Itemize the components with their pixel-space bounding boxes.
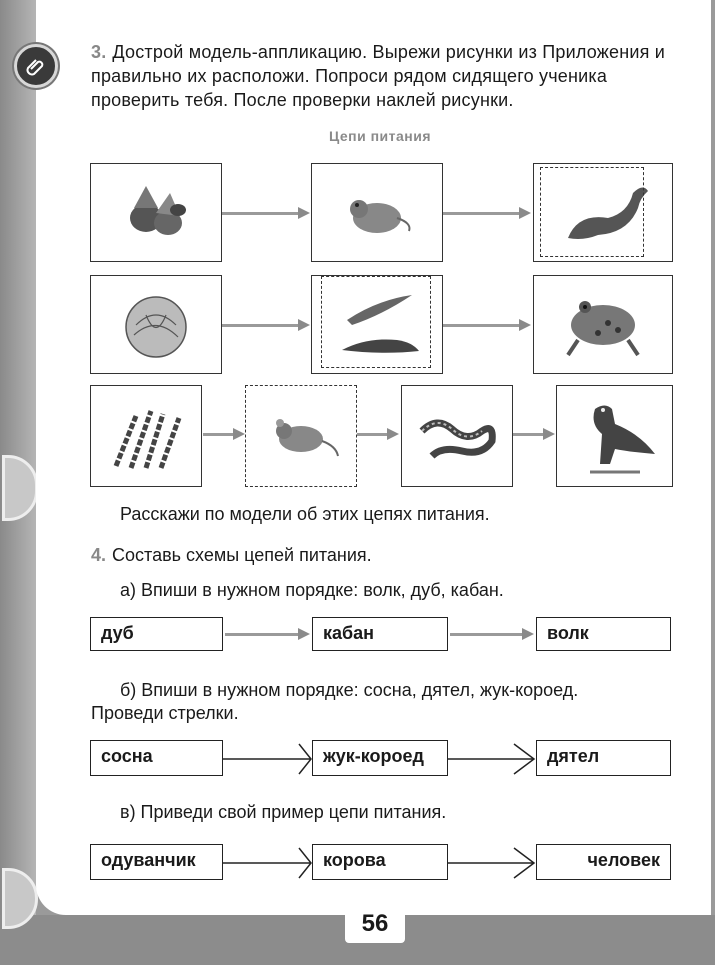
task4b-box-2[interactable]: жук-короед	[312, 740, 448, 776]
task4c-box-1[interactable]: одуванчик	[90, 844, 223, 880]
chain3-box-4	[556, 385, 673, 487]
diagram-title: Цепи питания	[328, 128, 432, 144]
task4a-box-3[interactable]: волк	[536, 617, 671, 651]
snake-icon	[412, 401, 502, 471]
chain3-box-2	[245, 385, 357, 487]
chain1-box-1	[90, 163, 222, 262]
task3-retell: Расскажи по модели об этих цепях питания.	[120, 504, 490, 524]
cut-out-frame	[540, 167, 644, 257]
arrow-head	[298, 319, 310, 331]
arrow	[203, 433, 235, 436]
hand-drawn-arrow	[223, 844, 315, 880]
arrow-head	[298, 207, 310, 219]
arrow	[222, 324, 300, 327]
arrow	[443, 212, 521, 215]
task4a-prompt: а) Впиши в нужном порядке: волк, дуб, кабан.	[120, 580, 504, 600]
arrow-head	[522, 628, 534, 640]
task4a-box-2[interactable]: кабан	[312, 617, 448, 651]
task4c-box-3[interactable]: человек	[536, 844, 671, 880]
task3-instruction: Дострой модель-аппликацию. Вырежи рисунки из Приложения и правильно их расположи. Попроси рядом сидящего ученика проверить тебя. После проверки наклей рисунки.	[91, 42, 666, 110]
chain1-box-2	[311, 163, 443, 262]
arrow	[513, 433, 545, 436]
arrow-head	[519, 207, 531, 219]
frog-icon	[553, 285, 653, 365]
chain1-box-3	[533, 163, 673, 262]
task4-title: Составь схемы цепей питания.	[112, 545, 372, 565]
task4b-box-3[interactable]: дятел	[536, 740, 671, 776]
chain2-box-1	[90, 275, 222, 374]
arrow	[450, 633, 524, 636]
task4b-box-1[interactable]: сосна	[90, 740, 223, 776]
paperclip-icon	[14, 44, 58, 88]
hand-drawn-arrow	[223, 740, 315, 776]
task4a-box-1[interactable]: дуб	[90, 617, 223, 651]
chain3-box-3	[401, 385, 513, 487]
chain2-box-2	[311, 275, 443, 374]
cabbage-icon	[106, 285, 206, 365]
task4b-prompt: б) Впиши в нужном порядке: сосна, дятел, жук-короед.	[120, 680, 579, 700]
arrow-head	[543, 428, 555, 440]
arrow	[357, 433, 389, 436]
arrow-head	[519, 319, 531, 331]
hazelnuts-icon	[106, 178, 206, 248]
arrow-head	[298, 628, 310, 640]
task4-number: 4.	[91, 545, 107, 565]
arrow	[443, 324, 521, 327]
wheat-icon	[101, 396, 191, 476]
arrow	[222, 212, 300, 215]
hand-drawn-arrow	[448, 740, 538, 776]
chain2-box-3	[533, 275, 673, 374]
task4-heading	[91, 543, 372, 567]
task4c-prompt: в) Приведи свой пример цепи питания.	[120, 802, 447, 822]
cut-out-frame	[321, 276, 431, 368]
hamster-icon	[327, 183, 427, 243]
eagle-icon	[570, 394, 660, 479]
hand-drawn-arrow	[448, 844, 538, 880]
mouse-icon	[256, 401, 346, 471]
arrow-head	[387, 428, 399, 440]
task3-text	[91, 40, 671, 112]
page-number: 56	[345, 905, 405, 943]
arrow	[225, 633, 300, 636]
task4b-prompt-line2: Проведи стрелки.	[91, 703, 239, 723]
task4c-box-2[interactable]: корова	[312, 844, 448, 880]
arrow-head	[233, 428, 245, 440]
chain3-box-1	[90, 385, 202, 487]
task3-number: 3.	[91, 42, 107, 62]
